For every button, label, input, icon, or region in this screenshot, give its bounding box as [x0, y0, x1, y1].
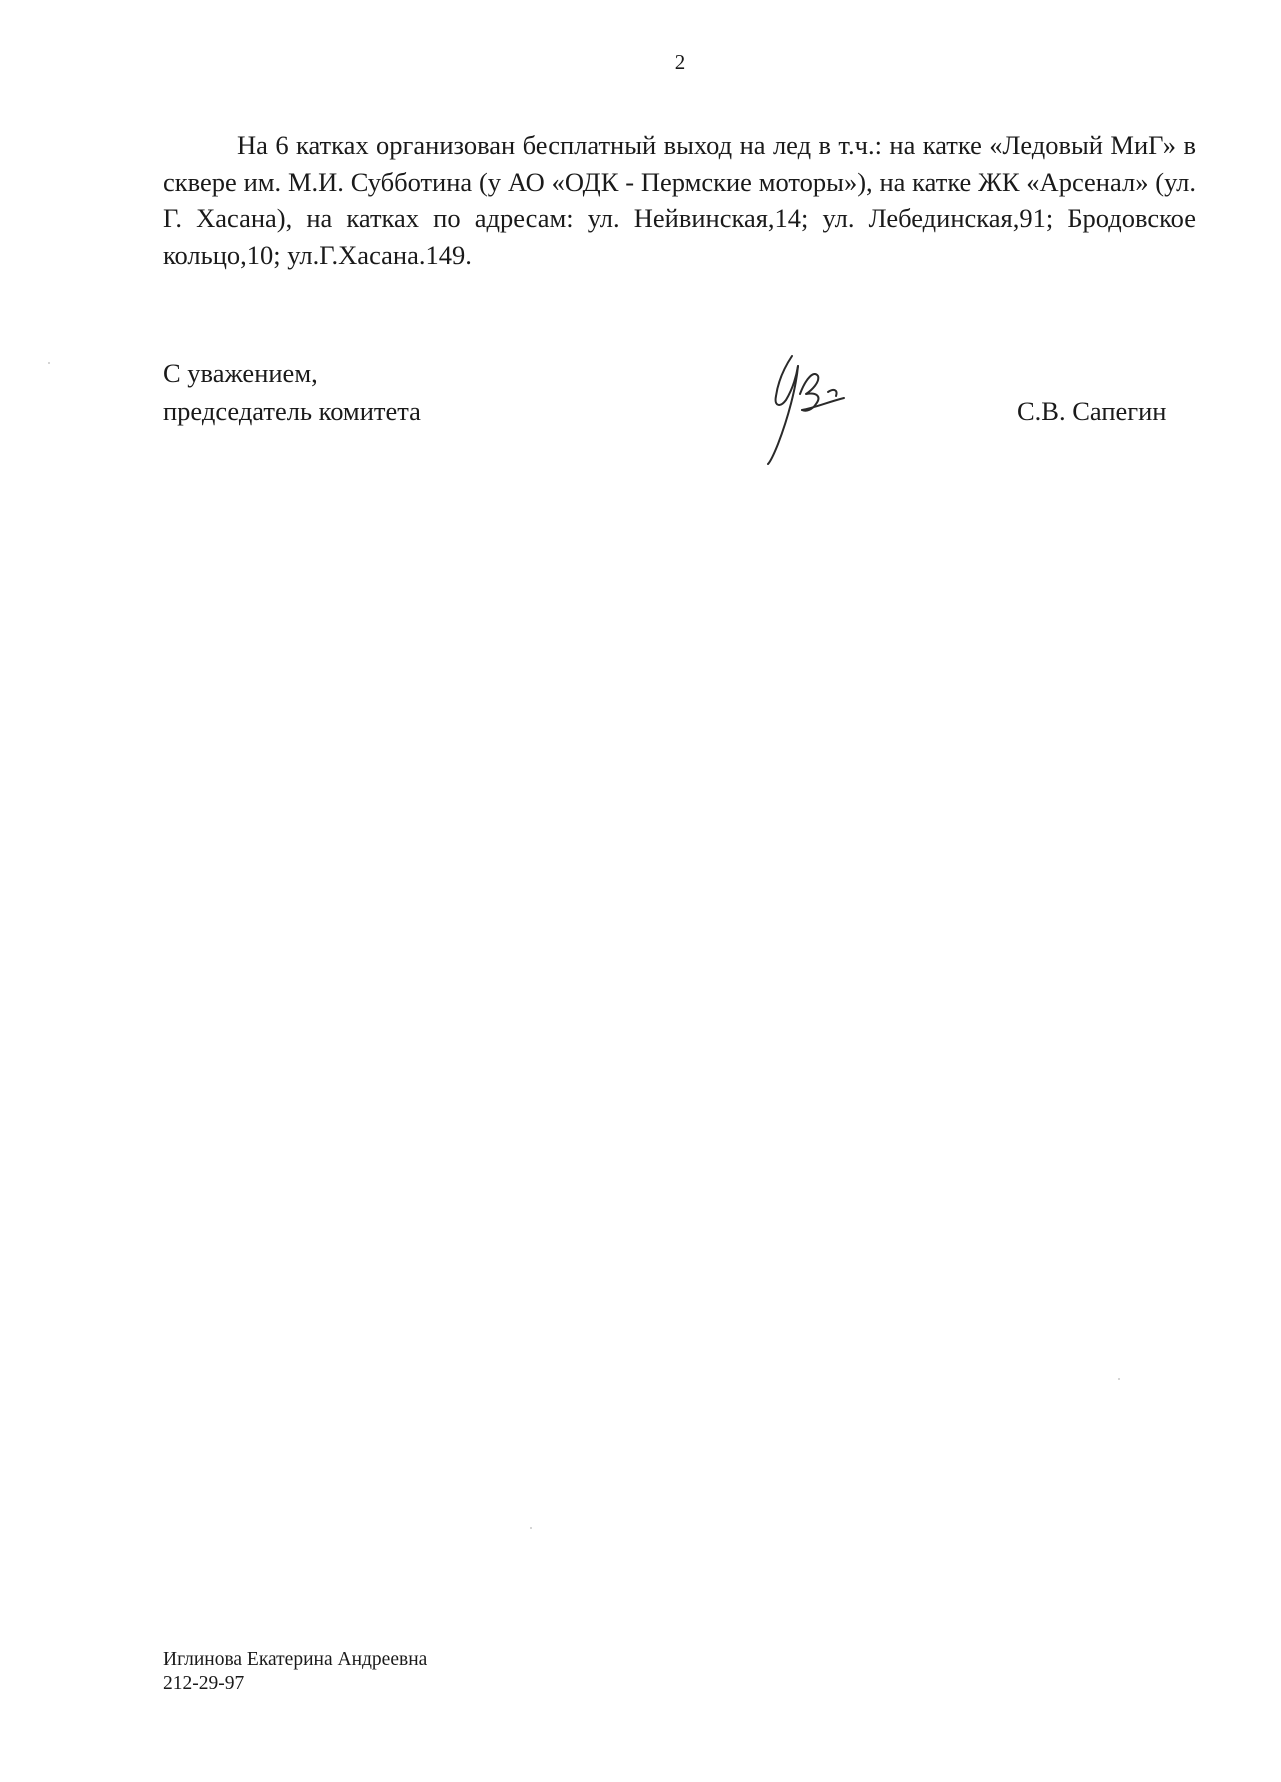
executor-name: Иглинова Екатерина Андреевна [163, 1649, 428, 1670]
scan-speck [48, 362, 50, 364]
closing-phrase: С уважением, [163, 358, 318, 388]
executor-phone: 212-29-97 [163, 1673, 245, 1694]
executor-block [163, 1648, 427, 1696]
signer-name: С.В. Сапегин [1017, 396, 1167, 426]
scan-speck [1118, 1378, 1120, 1380]
body-paragraph: На 6 катках организован бесплатный выход на лед в т.ч.: на катке «Ледовый МиГ» в сквере им. М.И. Субботина (у АО «ОДК - Пермские моторы»), на катке ЖК «Арсенал» (ул. Г. Хасана), на катках по адресам: ул. Нейвинская,14; ул. Лебединская,91; Бродовское кольцо,10; ул.Г.Хасана.149. [163, 130, 1196, 270]
handwritten-signature [758, 348, 868, 466]
signer-position: председатель комитета [163, 396, 421, 426]
scan-speck [530, 1527, 532, 1529]
signature-block [163, 354, 421, 430]
page-number: 2 [674, 50, 686, 74]
